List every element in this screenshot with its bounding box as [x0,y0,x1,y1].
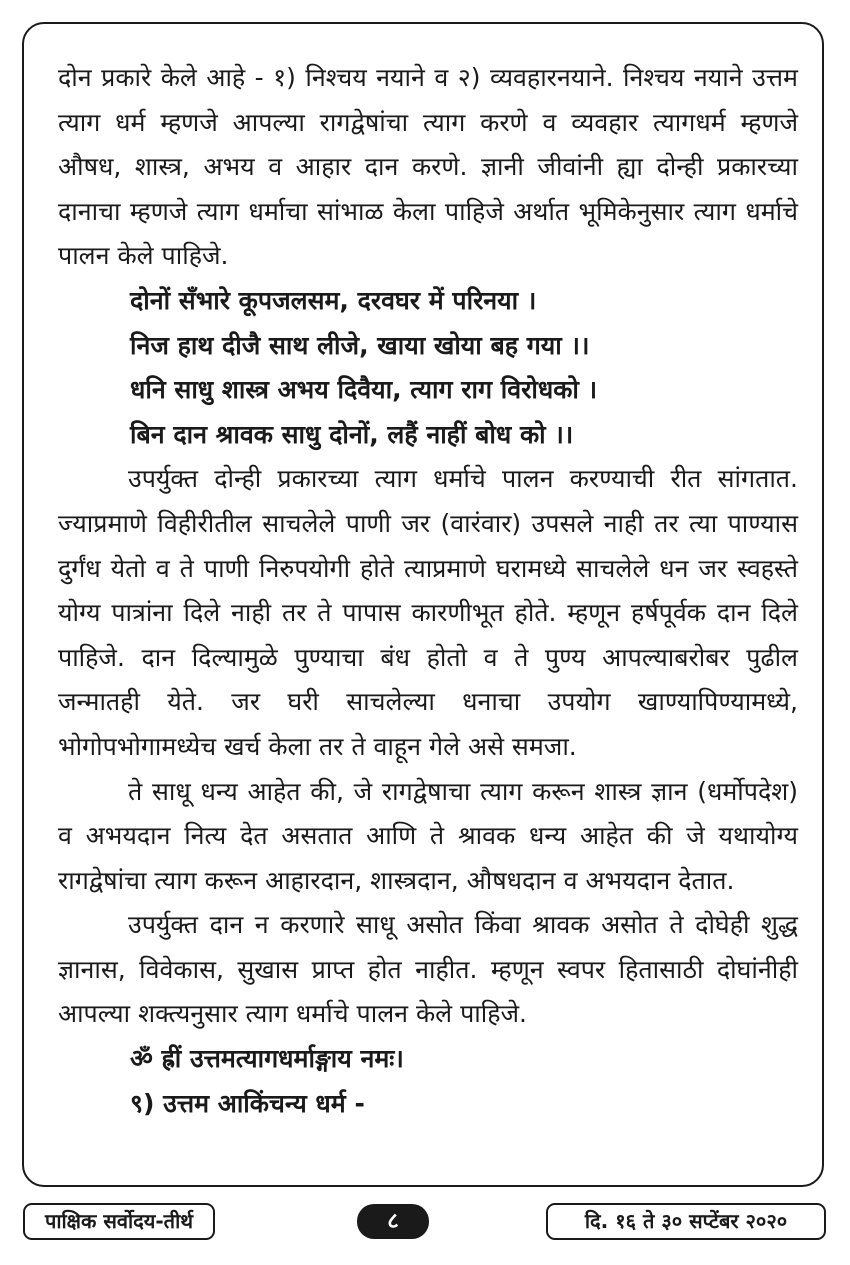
paragraph-tyag-types: दोन प्रकारे केले आहे - १) निश्चय नयाने व २) व्यवहारनयाने. निश्चय नयाने उत्तम त्याग धर्म म्हणजे आपल्या रागद्वेषांचा त्याग करणे व व्यवहार त्यागधर्म म्हणजे औषध, शास्त्र, अभय व आहार दान करणे. ज्ञानी जीवांनी ह्या दोन्ही प्रकारच्या दानाचा म्हणजे त्याग धर्माचा सांभाळ केला पाहिजे अर्थात भूमिकेनुसार त्याग धर्माचे पालन केले पाहिजे. [58,63,798,271]
verse-block [58,279,798,457]
verse-line: दोनों सँभारे कूपजलसम, दरवघर में परिनया । [130,285,537,315]
paragraph-verse-explanation: उपर्युक्त दोन्ही प्रकारच्या त्याग धर्माचे पालन करण्याची रीत सांगतात. ज्याप्रमाणे विहीरीतील साचलेले पाणी जर (वारंवार) उपसले नाही तर त्या पाण्यास दुर्गंध येतो व ते पाणी निरुपयोगी होते त्याप्रमाणे घरामध्ये साचलेले धन जर स्वहस्ते योग्य पात्रांना दिले नाही तर ते पापास कारणीभूत होते. म्हणून हर्षपूर्वक दान दिले पाहिजे. दान दिल्यामुळे पुण्याचा बंध होतो व ते पुण्य आपल्याबरोबर पुढील जन्मातही येते. जर घरी साचलेल्या धनाचा उपयोग खाण्यापिण्यामध्ये, भोगोपभोगामध्येच खर्च केला तर ते वाहून गेले असे समजा. [58,464,798,761]
page-number-badge: ८ [357,1204,429,1239]
paragraph-non-givers: उपर्युक्त दान न करणारे साधू असोत किंवा श्रावक असोत ते दोघेही शुद्ध ज्ञानास, विवेकास, सुखास प्राप्त होत नाहीत. म्हणून स्वपर हितासाठी दोघांनीही आपल्या शक्त्यनुसार त्याग धर्माचे पालन केले पाहिजे. [58,910,798,1029]
section-heading: ९) उत्तम आकिंचन्य धर्म - [130,1088,365,1118]
paragraph-blessed-sadhu: ते साधू धन्य आहेत की, जे रागद्वेषाचा त्याग करून शास्त्र ज्ञान (धर्मोपदेश) व अभयदान नित्य देत असतात आणि ते श्रावक धन्य आहेत की जे यथायोग्य रागद्वेषांचा त्याग करून आहारदान, शास्त्रदान, औषधदान व अभयदान देतात. [58,776,798,895]
verse-line: निज हाथ दीजै साथ लीजे, खाया खोया बह गया ।। [130,330,590,360]
verse-line: धनि साधु शास्त्र अभय दिवैया, त्याग राग विरोधको । [130,375,598,405]
verse-line: बिन दान श्रावक साधु दोनों, लहैं नाहीं बोध को ।। [130,419,574,449]
page-content [58,56,798,1126]
publication-name-badge: पाक्षिक सर्वोदय-तीर्थ [23,1203,215,1240]
issue-date-badge: दि. १६ ते ३० सप्टेंबर २०२० [546,1203,826,1240]
mantra-line: ॐ ह्रीं उत्तमत्यागधर्माङ्गाय नमः। [130,1044,404,1074]
